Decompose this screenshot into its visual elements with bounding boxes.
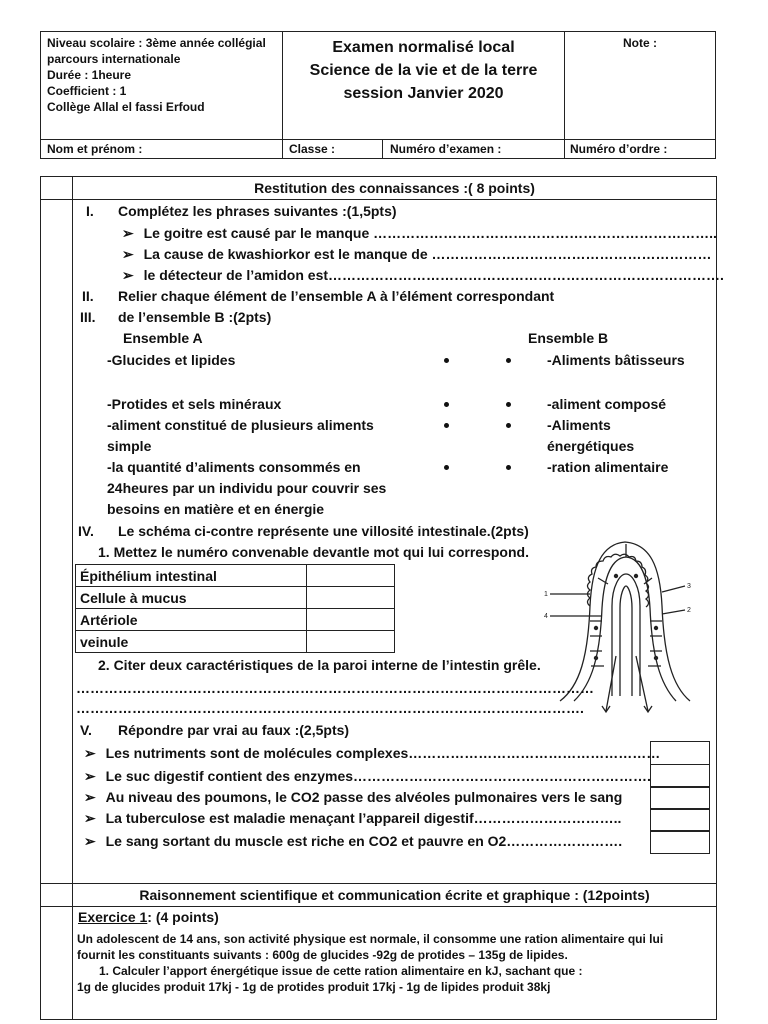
arrow-icon: ➢ bbox=[122, 225, 134, 241]
q1-item-3: ➢ le détecteur de l’amidon est…………………………………………………………………………. bbox=[122, 267, 724, 283]
field-class: Classe : bbox=[289, 142, 336, 156]
exam-title-line1: Examen normalisé local bbox=[332, 39, 515, 56]
ensemble-a-item-3: -aliment constitué de plusieurs aliments simple bbox=[107, 417, 374, 454]
q3-text: de l’ensemble B :(2pts) bbox=[118, 309, 272, 325]
match-dot-b4[interactable] bbox=[506, 465, 511, 470]
answer-cell[interactable] bbox=[307, 631, 395, 653]
ensemble-a-item-4: -la quantité d’aliments consommés en 24heures par un individu pour couvrir ses besoins en matière et en énergie bbox=[107, 459, 387, 517]
table-row bbox=[76, 609, 395, 631]
q4-text: Le schéma ci-contre représente une villosité intestinale.(2pts) bbox=[118, 523, 529, 539]
q2-text: Relier chaque élément de l’ensemble A à l’élément correspondant bbox=[118, 288, 555, 304]
ensemble-b-item-3: -Aliments énergétiques bbox=[547, 417, 635, 454]
table-row bbox=[76, 631, 395, 653]
answer-line-1[interactable]: ………………………………………………………………………………………………… bbox=[76, 680, 594, 696]
q5-item-2: ➢ Le suc digestif contient des enzymes………………………………………………………. bbox=[84, 768, 651, 784]
exam-title-line2: Science de la vie et de la terre bbox=[309, 62, 538, 79]
ensemble-b-item-4: -ration alimentaire bbox=[547, 459, 669, 475]
match-dot-a3[interactable] bbox=[444, 423, 449, 428]
arrow-icon: ➢ bbox=[122, 267, 134, 283]
arrow-icon: ➢ bbox=[84, 745, 96, 761]
true-false-box-3[interactable] bbox=[650, 786, 710, 810]
field-exam-number: Numéro d’examen : bbox=[390, 142, 502, 156]
arrow-icon: ➢ bbox=[122, 246, 134, 262]
exercise-1-heading bbox=[78, 909, 219, 925]
arrow-icon: ➢ bbox=[84, 810, 96, 826]
field-order-number: Numéro d’ordre : bbox=[570, 142, 668, 156]
table-label: Cellule à mucus bbox=[76, 587, 307, 609]
villosity-table bbox=[75, 564, 395, 653]
answer-cell[interactable] bbox=[307, 565, 395, 587]
q5-item-4: ➢ La tuberculose est maladie menaçant l’appareil digestif………………………….. bbox=[84, 810, 622, 826]
q1-item-2: ➢ La cause de kwashiorkor est le manque de …………………………………………………… bbox=[122, 246, 712, 262]
ensemble-a-item-1: -Glucides et lipides bbox=[107, 352, 236, 368]
answer-cell[interactable] bbox=[307, 587, 395, 609]
note-label: Note : bbox=[623, 36, 657, 50]
arrow-icon: ➢ bbox=[84, 768, 96, 784]
true-false-box-1[interactable] bbox=[650, 741, 710, 765]
match-dot-b1[interactable] bbox=[506, 358, 511, 363]
q4-sub2: 2. Citer deux caractéristiques de la paroi interne de l’intestin grêle. bbox=[98, 657, 541, 673]
q5-item-5: ➢ Le sang sortant du muscle est riche en CO2 et pauvre en O2……………………. bbox=[84, 833, 623, 849]
ensemble-a-title: Ensemble A bbox=[123, 330, 203, 346]
exercise-1-question-1: 1. Calculer l’apport énergétique issue de cette ration alimentaire en kJ, sachant que : bbox=[99, 964, 583, 978]
diagram-label-1: 1 bbox=[544, 591, 548, 598]
q3-number: III. bbox=[80, 309, 96, 325]
exam-title-line3: session Janvier 2020 bbox=[343, 85, 504, 102]
info-school: Collège Allal el fassi Erfoud bbox=[47, 100, 205, 114]
paragraph-line-1: Un adolescent de 14 ans, son activité physique est normale, il consomme une ration alimentaire qui lui bbox=[77, 932, 664, 946]
answer-line-2[interactable]: ………………………………………………………………………………………………. bbox=[76, 700, 584, 716]
match-dot-a1[interactable] bbox=[444, 358, 449, 363]
ensemble-b-item-1: -Aliments bâtisseurs bbox=[547, 352, 685, 368]
paragraph-line-2: fournit les constituants suivants : 600g de glucides -92g de protides – 135g de lipides. bbox=[77, 948, 568, 962]
ensemble-a-item-2: -Protides et sels minéraux bbox=[107, 396, 282, 412]
q5-item-1: ➢ Les nutriments sont de molécules complexes……………………………………………… bbox=[84, 745, 661, 761]
exercise-1-title: Exercice 1 bbox=[78, 909, 148, 925]
info-track: parcours internationale bbox=[47, 52, 181, 66]
table-label: Épithélium intestinal bbox=[76, 565, 307, 587]
match-dot-b3[interactable] bbox=[506, 423, 511, 428]
table-label: veinule bbox=[76, 631, 307, 653]
arrow-icon: ➢ bbox=[84, 789, 96, 805]
match-dot-a2[interactable] bbox=[444, 402, 449, 407]
ensemble-b-item-2: -aliment composé bbox=[547, 396, 667, 412]
diagram-label-2: 2 bbox=[687, 607, 691, 614]
match-dot-a4[interactable] bbox=[444, 465, 449, 470]
exercise-1-paragraph bbox=[77, 931, 715, 995]
q5-prompt: Répondre par vrai au faux :(2,5pts) bbox=[118, 722, 350, 738]
ensemble-b-title: Ensemble B bbox=[528, 330, 609, 346]
section2-title: Raisonnement scientifique et communication écrite et graphique : (12points) bbox=[139, 887, 650, 903]
exam-title bbox=[283, 36, 564, 105]
true-false-box-4[interactable] bbox=[650, 808, 710, 832]
q5-item-3: ➢ Au niveau des poumons, le CO2 passe des alvéoles pulmonaires vers le sang bbox=[84, 789, 623, 805]
q5-number: V. bbox=[80, 722, 92, 738]
match-dot-b2[interactable] bbox=[506, 402, 511, 407]
energy-values-line: 1g de glucides produit 17kj - 1g de protides produit 17kj - 1g de lipides produit 38kj bbox=[77, 980, 551, 994]
q2-number: II. bbox=[82, 288, 94, 304]
arrow-icon: ➢ bbox=[84, 833, 96, 849]
info-level: Niveau scolaire : 3ème année collégial bbox=[47, 36, 266, 50]
table-label: Artériole bbox=[76, 609, 307, 631]
q1-number: I. bbox=[86, 203, 94, 219]
q1-item-1: ➢ Le goitre est causé par le manque ……………………………………………………………….. bbox=[122, 225, 717, 241]
diagram-label-4: 4 bbox=[544, 613, 548, 620]
q1-prompt: Complétez les phrases suivantes :(1,5pts) bbox=[118, 203, 397, 219]
q4-number: IV. bbox=[78, 523, 94, 539]
diagram-label-3: 3 bbox=[687, 583, 691, 590]
section1-title: Restitution des connaissances :( 8 points) bbox=[254, 180, 535, 196]
field-name: Nom et prénom : bbox=[47, 142, 143, 156]
table-row bbox=[76, 565, 395, 587]
answer-cell[interactable] bbox=[307, 609, 395, 631]
info-coefficient: Coefficient : 1 bbox=[47, 84, 127, 98]
true-false-box-2[interactable] bbox=[650, 764, 710, 788]
info-duration: Durée : 1heure bbox=[47, 68, 132, 82]
q4-sub1: 1. Mettez le numéro convenable devantle mot qui lui correspond. bbox=[98, 544, 529, 560]
exercise-1-points: : (4 points) bbox=[147, 909, 219, 925]
true-false-box-5[interactable] bbox=[650, 830, 710, 854]
table-row bbox=[76, 587, 395, 609]
school-info bbox=[47, 35, 266, 115]
